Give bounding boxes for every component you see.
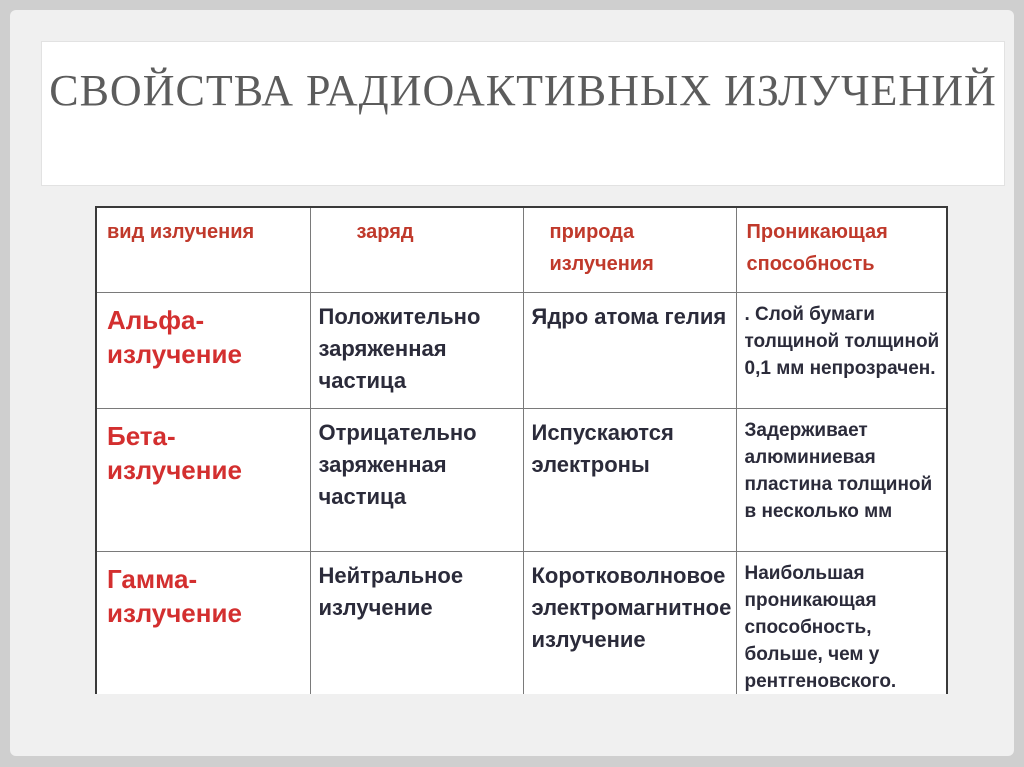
cell-nature: Коротковолновое электромагнитное излучение bbox=[523, 551, 736, 694]
table-row bbox=[97, 551, 948, 694]
cell-penetration: Задерживает алюминиевая пластина толщиной в несколько мм bbox=[736, 408, 948, 551]
cell-type: Гамма-излучение bbox=[97, 551, 310, 694]
slide bbox=[10, 10, 1014, 756]
cell-charge: Нейтральное излучение bbox=[310, 551, 523, 694]
cell-type: Альфа-излучение bbox=[97, 292, 310, 408]
cell-penetration: . Слой бумаги толщиной толщиной 0,1 мм непрозрачен. bbox=[736, 292, 948, 408]
radiation-table bbox=[95, 206, 948, 694]
title-box bbox=[41, 41, 1005, 186]
slide-title: СВОЙСТВА РАДИОАКТИВНЫХ ИЗЛУЧЕНИЙ bbox=[49, 66, 997, 115]
table-row bbox=[97, 292, 948, 408]
header-penetration: Проникающая способность bbox=[736, 208, 948, 292]
table-header-row bbox=[97, 208, 948, 292]
properties-table bbox=[97, 208, 948, 694]
cell-type: Бета-излучение bbox=[97, 408, 310, 551]
cell-charge: Отрицательно заряженная частица bbox=[310, 408, 523, 551]
cell-nature: Испускаются электроны bbox=[523, 408, 736, 551]
table-row bbox=[97, 408, 948, 551]
cell-charge: Положительно заряженная частица bbox=[310, 292, 523, 408]
header-charge: заряд bbox=[310, 208, 523, 292]
cell-nature: Ядро атома гелия bbox=[523, 292, 736, 408]
header-nature: природа излучения bbox=[523, 208, 736, 292]
cell-penetration: Наибольшая проникающая способность, больше, чем у рентгеновского. bbox=[736, 551, 948, 694]
header-type: вид излучения bbox=[97, 208, 310, 292]
